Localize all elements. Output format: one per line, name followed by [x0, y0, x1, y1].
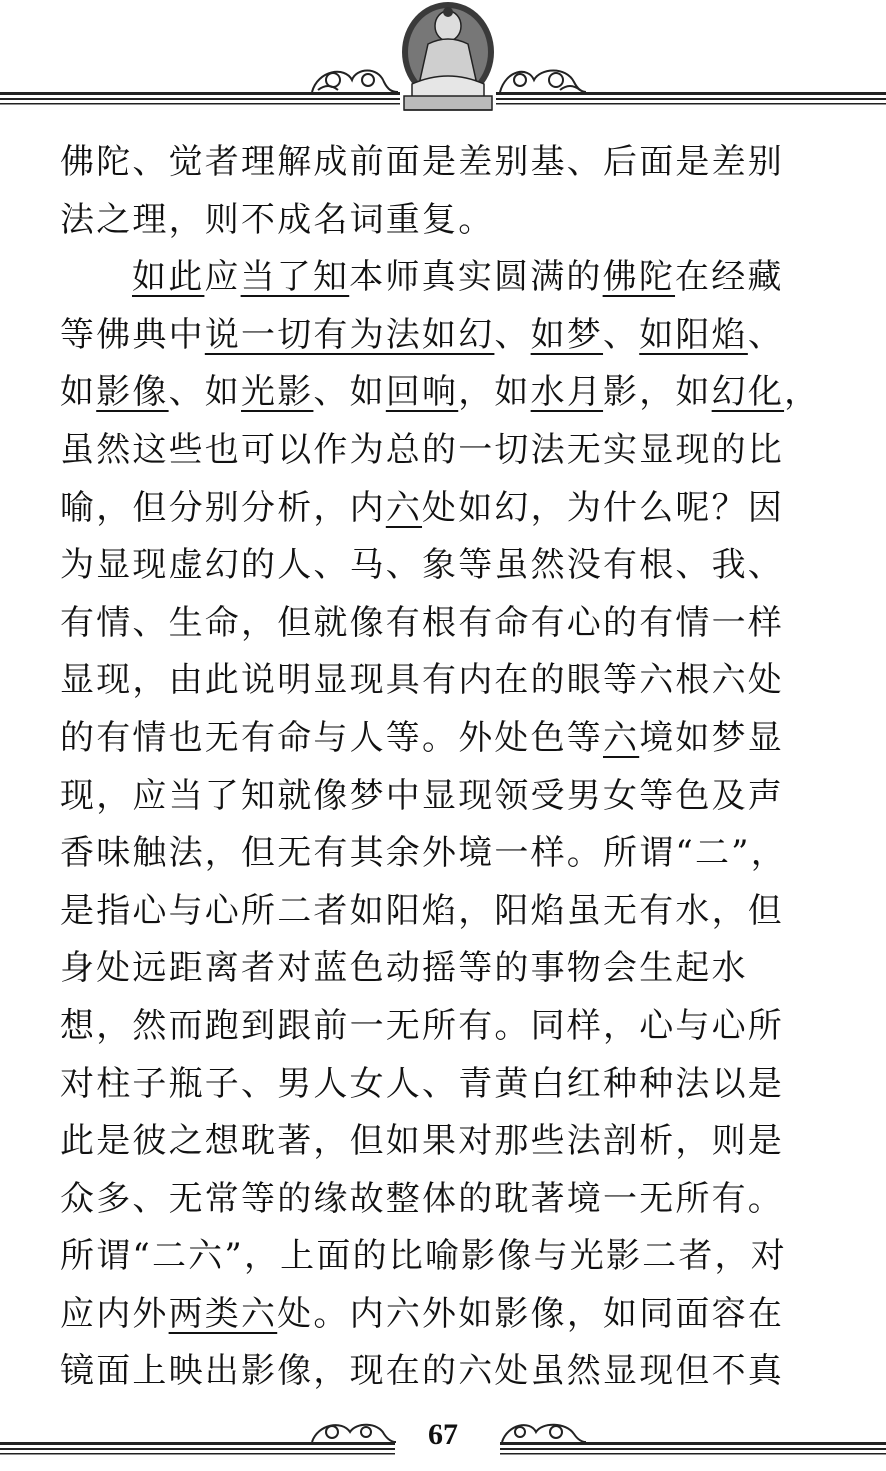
text-run: 如: [60, 372, 97, 413]
text-line: [60, 998, 846, 1056]
text-run: 境如梦显: [639, 717, 785, 758]
text-run: 喻，但分别分析，内: [60, 487, 386, 528]
text-run: 虽然这些也可以作为总的一切法无实显现的比: [60, 429, 784, 470]
text-run: 在经藏: [675, 257, 784, 298]
page-number: 67: [428, 1418, 458, 1451]
text-run: 身处远距离者对蓝色动摇等的事物会生起水: [60, 948, 748, 989]
underlined-phrase: 幻化: [711, 372, 785, 413]
text-run: 应: [204, 257, 241, 298]
text-run: 的有情也无有命与人等。外处色等: [60, 717, 603, 758]
text-line: [60, 825, 846, 883]
text-line: [60, 249, 846, 307]
text-run: 对柱子瓶子、男人女人、青黄白红种种法以是: [60, 1063, 784, 1104]
header-ornament: [0, 0, 886, 118]
body-text: [60, 134, 846, 1401]
text-run: 现，应当了知就像梦中显现领受男女等色及声: [60, 775, 784, 816]
text-run: 处。内六外如影像，如同面容在: [277, 1293, 785, 1334]
text-line: [60, 940, 846, 998]
text-run: 显现，由此说明显现具有内在的眼等六根六处: [60, 660, 784, 701]
underlined-phrase: 如梦: [530, 314, 604, 355]
buddha-seated-icon: [402, 2, 494, 110]
page-header: [0, 0, 886, 118]
underlined-phrase: 影像: [96, 372, 169, 413]
underlined-phrase: 回响: [385, 372, 459, 413]
text-run: ，: [784, 372, 821, 413]
text-line: [60, 480, 846, 538]
text-run: 是指心与心所二者如阳焰，阳焰虽无有水，但: [60, 890, 784, 931]
text-run: 所谓“二六”，上面的比喻影像与光影二者，对: [60, 1236, 787, 1277]
text-run: 处如幻，为什么呢？因: [422, 487, 785, 528]
text-line: [60, 1171, 846, 1229]
text-line: [60, 652, 846, 710]
underlined-phrase: 如阳焰: [639, 314, 748, 355]
text-line: [60, 1113, 846, 1171]
text-run: 镜面上映出影像，现在的六处虽然显现但不真: [60, 1351, 784, 1392]
text-line: [60, 364, 846, 422]
text-line: [60, 883, 846, 941]
text-run: 此是彼之想耽著，但如果对那些法剖析，则是: [60, 1121, 784, 1162]
text-run: 佛陀、觉者理解成前面是差别基、后面是差别: [60, 142, 784, 182]
text-line: [60, 192, 846, 250]
underlined-phrase: 六: [603, 717, 640, 758]
text-run: 、如: [313, 372, 386, 413]
text-run: 香味触法，但无有其余外境一样。所谓“二”，: [60, 833, 787, 874]
text-line: [60, 422, 846, 480]
underlined-phrase: 两类六: [168, 1293, 278, 1334]
text-run: 、: [494, 314, 531, 355]
text-line: [60, 1056, 846, 1114]
text-run: 法之理，则不成名词重复。: [60, 199, 495, 240]
text-run: ，如: [458, 372, 531, 413]
text-line: [60, 1343, 846, 1401]
underlined-phrase: 如此: [132, 257, 205, 298]
text-line: [60, 1228, 846, 1286]
text-run: 本师真实圆满的: [349, 257, 603, 298]
text-run: 众多、无常等的缘故整体的耽著境一无所有。: [60, 1178, 784, 1219]
text-run: 应内外: [60, 1293, 169, 1334]
text-line: [60, 307, 846, 365]
text-run: 有情、生命，但就像有根有命有心的有情一样: [60, 602, 784, 643]
text-line: [60, 537, 846, 595]
underlined-phrase: 当了知: [240, 257, 350, 298]
text-run: 、: [603, 314, 640, 355]
cloud-scroll-right-icon: [500, 71, 586, 93]
cloud-scroll-left-icon: [312, 71, 398, 93]
text-line: [60, 710, 846, 768]
underlined-phrase: 光影: [241, 372, 314, 413]
text-line: [60, 595, 846, 653]
text-line: [60, 134, 846, 192]
text-run: 等佛典中: [60, 314, 205, 355]
text-line: [60, 1286, 846, 1344]
underlined-phrase: 水月: [530, 372, 604, 413]
underlined-phrase: 佛陀: [602, 257, 676, 298]
underlined-phrase: 说一切有为法如幻: [204, 314, 495, 355]
text-run: 、如: [168, 372, 242, 413]
text-line: [60, 768, 846, 826]
underlined-phrase: 六: [385, 487, 423, 528]
text-run: 为显现虚幻的人、马、象等虽然没有根、我、: [60, 545, 784, 586]
text-run: 影，如: [603, 372, 712, 413]
text-run: 、: [747, 314, 785, 355]
text-run: 想，然而跑到跟前一无所有。同样，心与心所: [60, 1005, 784, 1046]
